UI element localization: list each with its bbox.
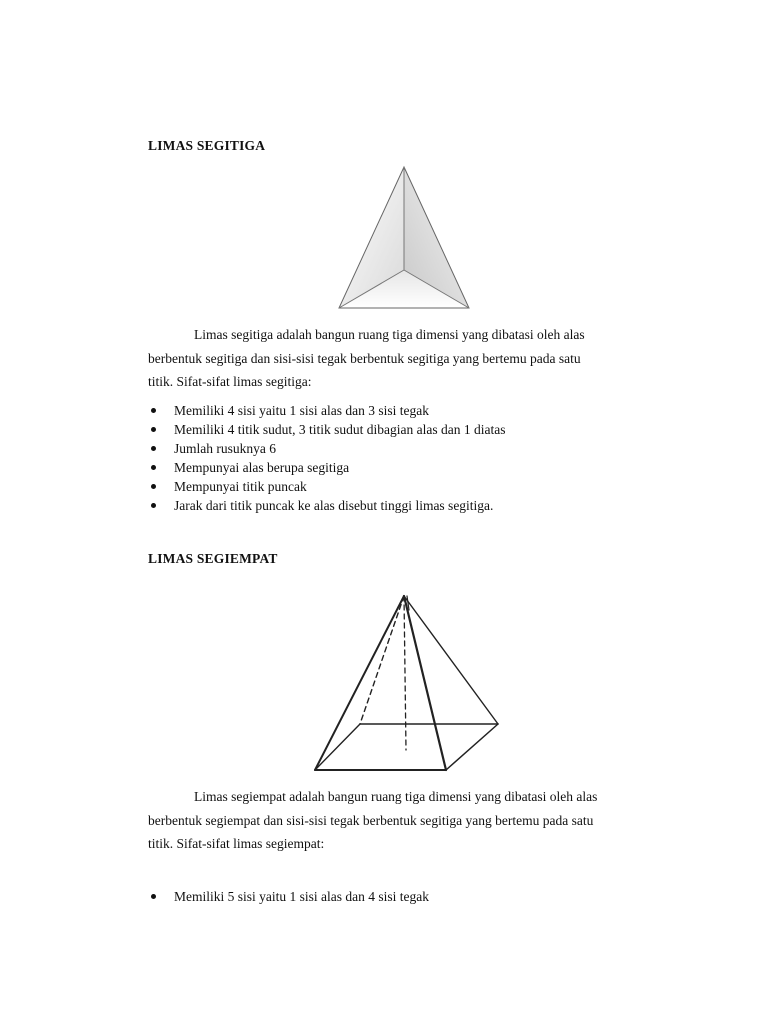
paragraph-line: titik. Sifat-sifat limas segitiga:: [148, 374, 312, 389]
properties-list-limas-segiempat: [148, 887, 668, 906]
properties-list-limas-segitiga: [148, 401, 668, 515]
square-pyramid-figure: [310, 592, 500, 776]
pyramid-base-left: [315, 724, 360, 770]
pyramid-edge-front-right: [404, 596, 446, 770]
pyramid-edge-front-left: [315, 596, 404, 770]
section-heading-limas-segitiga: LIMAS SEGITIGA: [148, 138, 266, 153]
pyramid-edge-back-right: [404, 596, 498, 724]
paragraph-limas-segitiga: [148, 323, 668, 394]
list-item: Memiliki 4 titik sudut, 3 titik sudut dibagian alas dan 1 diatas: [148, 420, 668, 439]
paragraph-line: Limas segitiga adalah bangun ruang tiga dimensi yang dibatasi oleh alas: [194, 327, 585, 342]
paragraph-line: berbentuk segiempat dan sisi-sisi tegak berbentuk segitiga yang bertemu pada satu: [148, 812, 594, 828]
pyramid-height-hidden: [404, 596, 406, 750]
pyramid-edge-back-left-hidden: [360, 596, 404, 724]
section-heading-limas-segiempat: LIMAS SEGIEMPAT: [148, 551, 278, 566]
list-item: Mempunyai alas berupa segitiga: [148, 458, 668, 477]
triangular-pyramid-figure: [336, 164, 472, 312]
list-item: Mempunyai titik puncak: [148, 477, 668, 496]
list-item: Jarak dari titik puncak ke alas disebut tinggi limas segitiga.: [148, 496, 668, 515]
list-item: Jumlah rusuknya 6: [148, 439, 668, 458]
paragraph-line: Limas segiempat adalah bangun ruang tiga dimensi yang dibatasi oleh alas: [194, 789, 598, 804]
paragraph-limas-segiempat: [148, 785, 668, 856]
list-item: Memiliki 5 sisi yaitu 1 sisi alas dan 4 sisi tegak: [148, 887, 668, 906]
paragraph-line: titik. Sifat-sifat limas segiempat:: [148, 836, 325, 851]
pyramid-base-right: [446, 724, 498, 770]
paragraph-line: berbentuk segitiga dan sisi-sisi tegak berbentuk segitiga yang bertemu pada satu: [148, 350, 581, 366]
list-item: Memiliki 4 sisi yaitu 1 sisi alas dan 3 sisi tegak: [148, 401, 668, 420]
